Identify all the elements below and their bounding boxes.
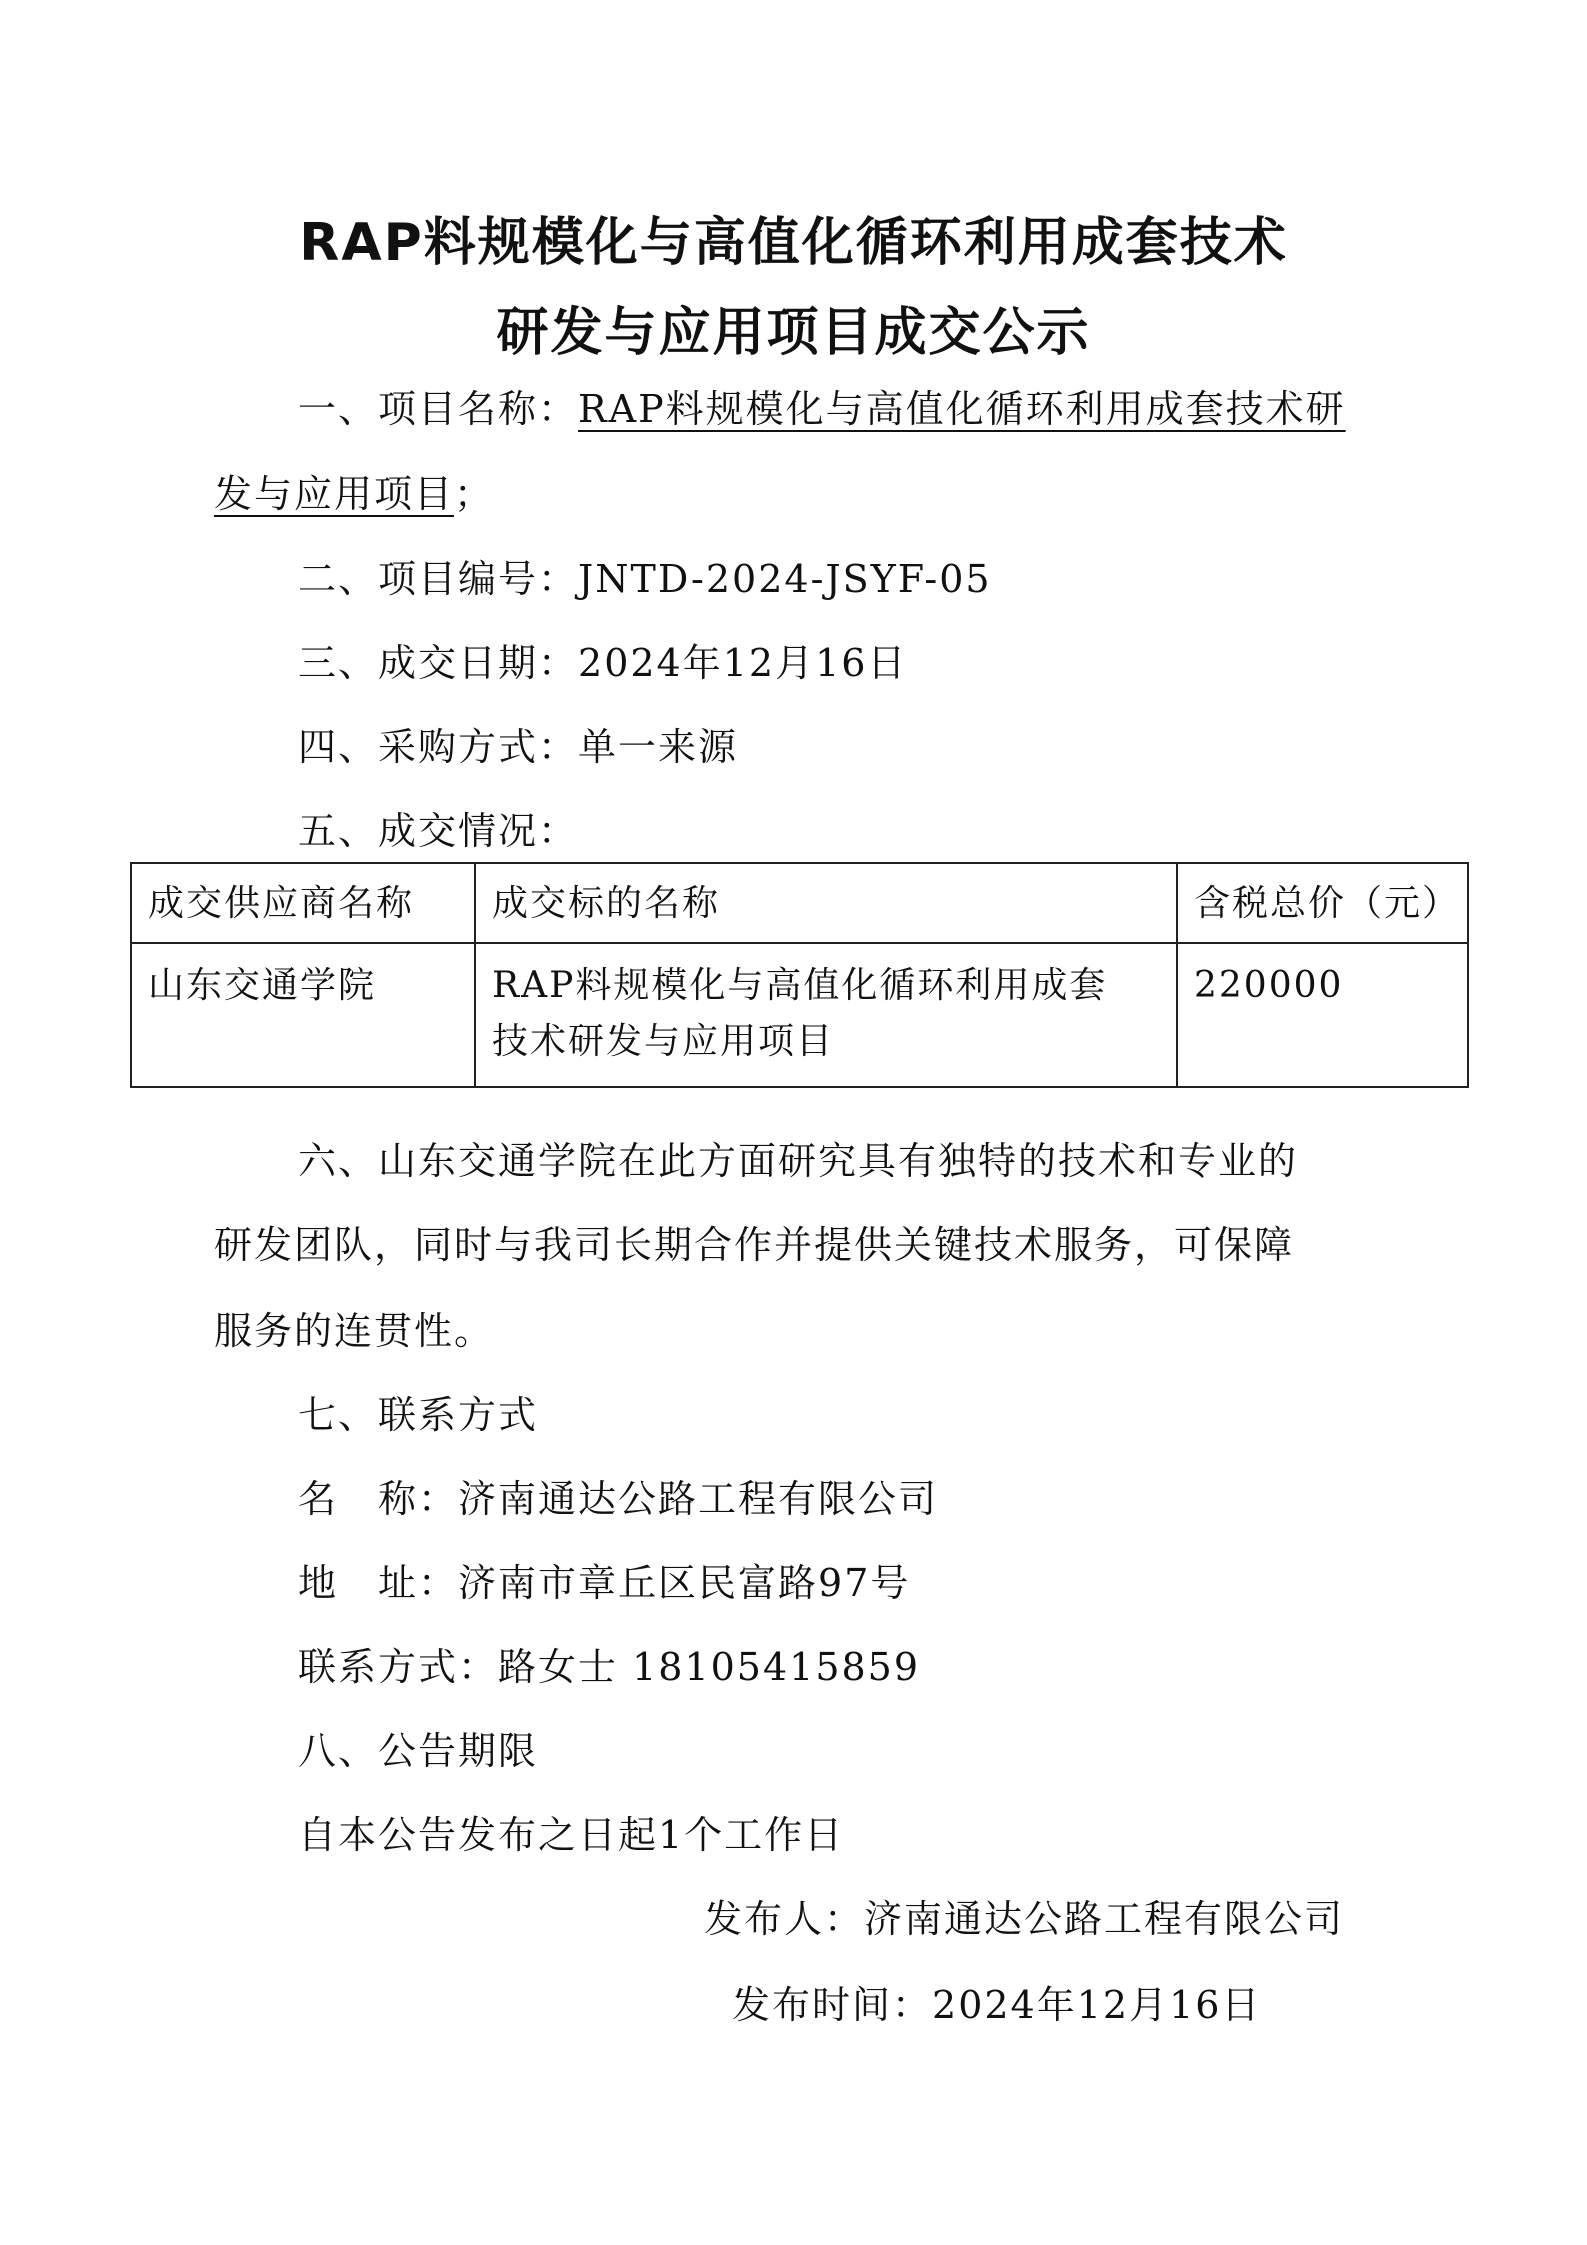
contact-heading: 七、联系方式 [298,1393,539,1437]
table-header-row [131,863,1468,943]
project-name-value-part1: RAP料规模化与高值化循环利用成套技术研 [578,387,1346,431]
publisher-value: 济南通达公路工程有限公司 [864,1897,1345,1941]
header-subject: 成交标的名称 [475,863,1177,943]
contact-name-line [298,1468,938,1523]
project-name-terminator: ； [454,472,495,516]
cell-subject-line1: RAP料规模化与高值化循环利用成套 [492,965,1108,1006]
cell-supplier: 山东交通学院 [131,943,475,1087]
publish-time-value: 2024年12月16日 [932,1983,1262,2027]
project-name-label: 一、项目名称： [298,387,579,431]
project-number-line [298,548,992,603]
contact-address-label: 地 址： [298,1561,459,1605]
contact-address-line [298,1552,910,1607]
cell-subject-line2: 技术研发与应用项目 [492,1021,835,1062]
cell-price: 220000 [1177,943,1468,1087]
contact-name-value: 济南通达公路工程有限公司 [458,1477,939,1521]
procurement-method-value: 单一来源 [578,725,739,769]
project-name-value-part2: 发与应用项目 [214,472,455,516]
procurement-method-line [298,716,738,771]
contact-phone-line [298,1636,920,1691]
reason-line2: 研发团队，同时与我司长期合作并提供关键技术服务，可保障 [214,1223,1295,1267]
contact-phone-label: 联系方式： [298,1645,499,1689]
publish-time-line [732,1974,1261,2029]
publisher-line [704,1888,1344,1943]
contact-name-label: 名 称： [298,1477,459,1521]
document-title-line1: RAP料规模化与高值化循环利用成套技术 [299,213,1288,273]
publisher-label: 发布人： [704,1897,865,1941]
reason-line3: 服务的连贯性。 [214,1309,495,1353]
notice-period-heading: 八、公告期限 [298,1729,539,1773]
project-number-value: JNTD-2024-JSYF-05 [578,557,992,601]
deal-date-label: 三、成交日期： [298,641,579,685]
cell-subject [475,943,1177,1087]
project-number-label: 二、项目编号： [298,557,579,601]
deal-date-line [298,632,907,687]
procurement-method-label: 四、采购方式： [298,725,579,769]
publish-time-label: 发布时间： [732,1983,933,2027]
table-row [131,943,1468,1087]
document-title-line2: 研发与应用项目成交公示 [496,303,1091,363]
contact-phone-value: 路女士 18105415859 [498,1645,921,1689]
header-price: 含税总价（元） [1177,863,1468,943]
deal-date-value: 2024年12月16日 [578,641,908,685]
deal-status-heading: 五、成交情况： [298,809,579,853]
deal-result-table [130,862,1469,1088]
project-name-line1 [298,378,1346,433]
project-name-line2 [214,463,494,518]
reason-line1: 六、山东交通学院在此方面研究具有独特的技术和专业的 [298,1139,1299,1183]
header-supplier: 成交供应商名称 [131,863,475,943]
notice-period-value: 自本公告发布之日起1个工作日 [298,1813,845,1857]
contact-address-value: 济南市章丘区民富路97号 [458,1561,911,1605]
